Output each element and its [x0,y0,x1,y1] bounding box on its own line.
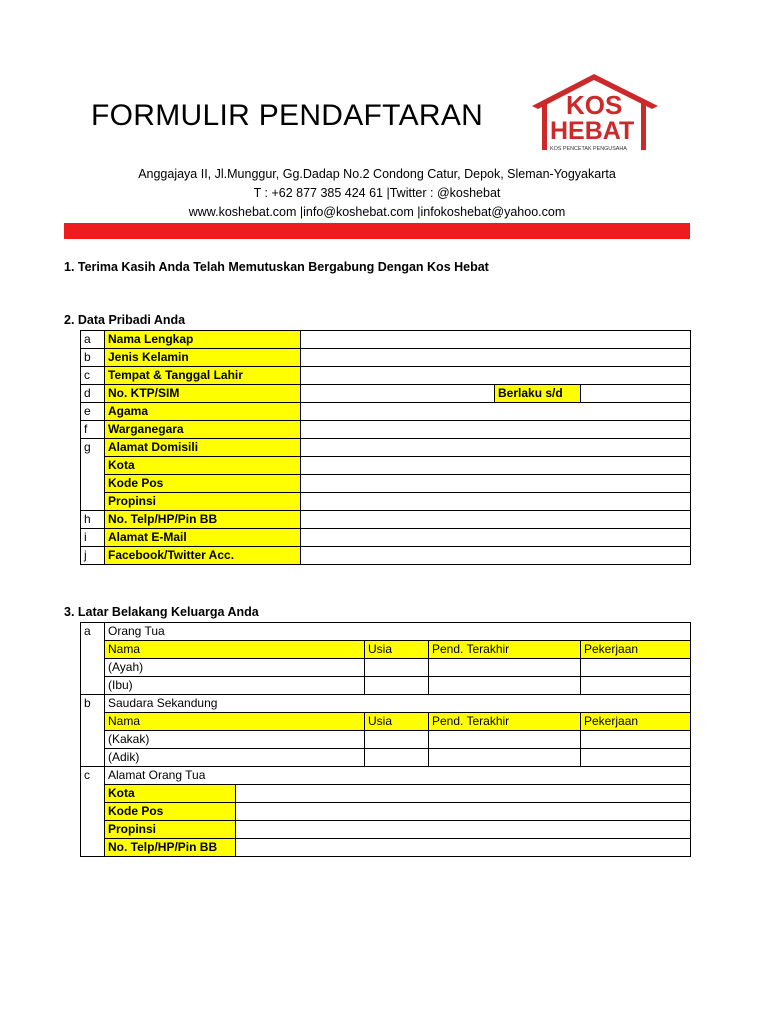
input-jenis-kelamin[interactable] [301,349,691,367]
input-nama-lengkap[interactable] [301,331,691,349]
table-row [81,439,691,457]
table-row [81,731,691,749]
input-tempat-tanggal-lahir[interactable] [301,367,691,385]
input-no-telp[interactable] [301,511,691,529]
input-nama-ibu[interactable]: (Ibu) [105,677,365,695]
field-label-berlaku: Berlaku s/d [495,385,581,403]
contact-phone-twitter: T : +62 877 385 424 61 |Twitter : @koshebat [253,186,501,200]
input-nama-adik[interactable]: (Adik) [105,749,365,767]
row-letter: c [81,767,105,785]
field-label-ortu-kota: Kota [105,785,236,803]
input-ortu-telp[interactable] [236,839,691,857]
input-alamat-domisili[interactable] [301,439,691,457]
column-header-nama: Nama [105,641,365,659]
table-row [81,331,691,349]
column-header-pend-terakhir: Pend. Terakhir [429,641,581,659]
section-1-title: 1. Terima Kasih Anda Telah Memutuskan Bergabung Dengan Kos Hebat [64,260,489,274]
row-letter: g [81,439,105,457]
row-letter: h [81,511,105,529]
table-row [81,457,691,475]
table-row [81,677,691,695]
section-2-title: 2. Data Pribadi Anda [64,313,186,327]
table-row [81,367,691,385]
column-header-nama: Nama [105,713,365,731]
table-row [81,385,691,403]
input-usia-kakak[interactable] [365,731,429,749]
kos-hebat-logo [528,72,662,162]
input-agama[interactable] [301,403,691,421]
column-header-pekerjaan: Pekerjaan [581,713,691,731]
input-ortu-kode-pos[interactable] [236,803,691,821]
table-header-row [81,641,691,659]
contact-web-email: www.koshebat.com |info@koshebat.com |infokoshebat@yahoo.com [188,205,566,219]
input-pekerjaan-ayah[interactable] [581,659,691,677]
logo-text-kos: KOS [566,90,623,120]
field-label-alamat-email: Alamat E-Mail [105,529,301,547]
input-kode-pos[interactable] [301,475,691,493]
input-ortu-kota[interactable] [236,785,691,803]
table-row [81,475,691,493]
logo-text-hebat: HEBAT [550,117,635,145]
table-row [81,659,691,677]
logo-tagline: KOS PENCETAK PENGUSAHA [550,146,627,152]
input-propinsi[interactable] [301,493,691,511]
row-letter: b [81,695,105,713]
field-label-kota: Kota [105,457,301,475]
field-label-ortu-telp: No. Telp/HP/Pin BB [105,839,236,857]
input-nama-ayah[interactable]: (Ayah) [105,659,365,677]
table-row [81,839,691,857]
table-header-row [81,713,691,731]
row-letter [81,493,105,511]
row-letter: e [81,403,105,421]
input-warganegara[interactable] [301,421,691,439]
table-row [81,493,691,511]
input-alamat-email[interactable] [301,529,691,547]
field-label-no-telp: No. Telp/HP/Pin BB [105,511,301,529]
contact-address: Anggajaya II, Jl.Munggur, Gg.Dadap No.2 Condong Catur, Depok, Sleman-Yogyakarta [138,167,616,181]
field-label-nama-lengkap: Nama Lengkap [105,331,301,349]
field-label-warganegara: Warganegara [105,421,301,439]
input-pekerjaan-adik[interactable] [581,749,691,767]
table-row [81,749,691,767]
family-background-table [80,622,691,857]
table-row [81,547,691,565]
column-header-usia: Usia [365,713,429,731]
field-label-facebook-twitter: Facebook/Twitter Acc. [105,547,301,565]
row-letter [81,457,105,475]
table-row [81,695,691,713]
field-label-tempat-tanggal-lahir: Tempat & Tanggal Lahir [105,367,301,385]
input-pend-kakak[interactable] [429,731,581,749]
table-row [81,803,691,821]
input-ortu-propinsi[interactable] [236,821,691,839]
table-row [81,767,691,785]
row-letter: a [81,331,105,349]
header-divider-bar [64,223,690,239]
subsection-label-orang-tua: Orang Tua [105,623,691,641]
page-title: FORMULIR PENDAFTARAN [91,99,484,132]
table-row [81,511,691,529]
input-pend-ibu[interactable] [429,677,581,695]
row-letter: c [81,367,105,385]
table-row [81,403,691,421]
table-row [81,785,691,803]
column-header-usia: Usia [365,641,429,659]
input-usia-ibu[interactable] [365,677,429,695]
row-letter: i [81,529,105,547]
section-3-title: 3. Latar Belakang Keluarga Anda [64,605,259,619]
input-usia-adik[interactable] [365,749,429,767]
field-label-alamat-domisili: Alamat Domisili [105,439,301,457]
row-letter: a [81,623,105,641]
field-label-ortu-kode-pos: Kode Pos [105,803,236,821]
row-letter: j [81,547,105,565]
table-row [81,821,691,839]
table-row [81,349,691,367]
table-row [81,529,691,547]
table-row [81,421,691,439]
input-pend-ayah[interactable] [429,659,581,677]
input-berlaku[interactable] [581,385,691,403]
field-label-kode-pos: Kode Pos [105,475,301,493]
input-usia-ayah[interactable] [365,659,429,677]
field-label-propinsi: Propinsi [105,493,301,511]
row-letter: f [81,421,105,439]
input-pekerjaan-kakak[interactable] [581,731,691,749]
row-letter: b [81,349,105,367]
personal-data-table [80,330,691,565]
input-nama-kakak[interactable]: (Kakak) [105,731,365,749]
input-kota[interactable] [301,457,691,475]
field-label-agama: Agama [105,403,301,421]
subsection-label-saudara: Saudara Sekandung [105,695,691,713]
input-facebook-twitter[interactable] [301,547,691,565]
input-pend-adik[interactable] [429,749,581,767]
field-label-no-ktp-sim: No. KTP/SIM [105,385,301,403]
field-label-jenis-kelamin: Jenis Kelamin [105,349,301,367]
input-pekerjaan-ibu[interactable] [581,677,691,695]
subsection-label-alamat-ortu: Alamat Orang Tua [105,767,691,785]
table-row [81,623,691,641]
row-letter [81,475,105,493]
field-label-ortu-propinsi: Propinsi [105,821,236,839]
column-header-pekerjaan: Pekerjaan [581,641,691,659]
input-no-ktp-sim[interactable] [301,385,495,403]
row-letter: d [81,385,105,403]
column-header-pend-terakhir: Pend. Terakhir [429,713,581,731]
